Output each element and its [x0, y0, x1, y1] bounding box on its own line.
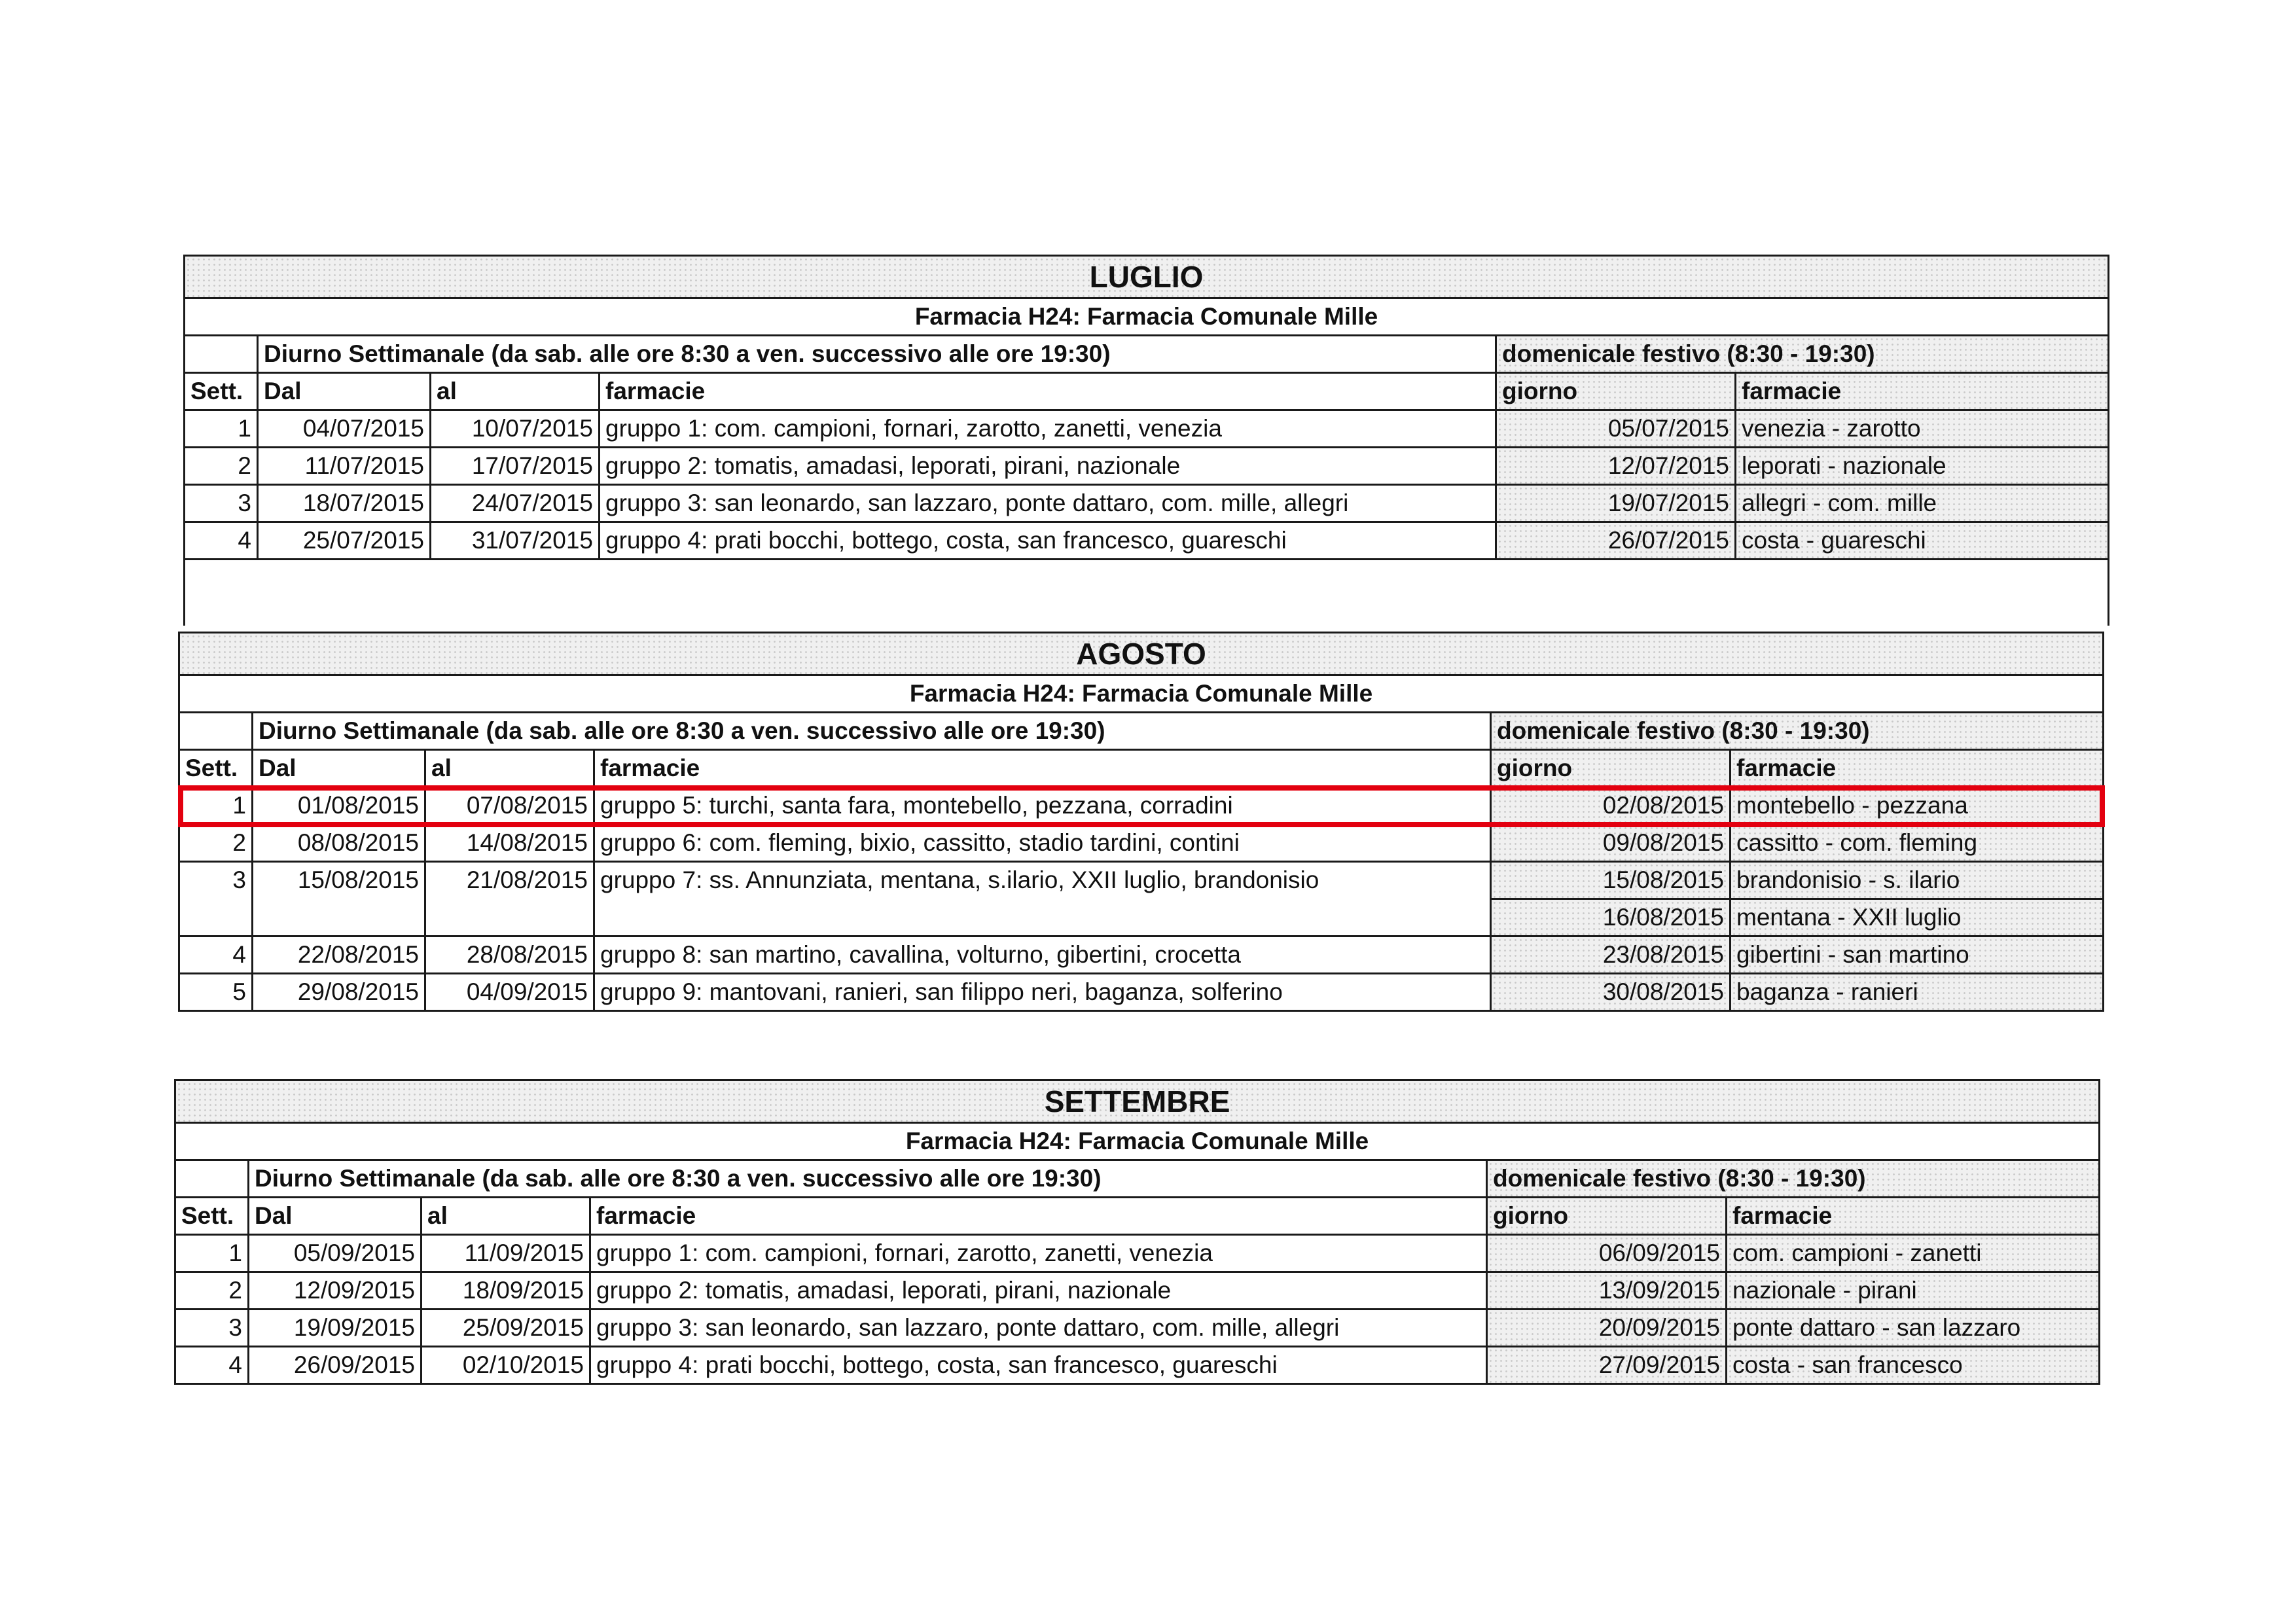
- dal-cell: 22/08/2015: [253, 936, 425, 974]
- festivo-farmacie-cell: com. campioni - zanetti: [1727, 1235, 2100, 1272]
- al-cell: 11/09/2015: [422, 1235, 590, 1272]
- diurno-header: Diurno Settimanale (da sab. alle ore 8:30 a ven. successivo alle ore 19:30): [258, 336, 1496, 373]
- dal-cell: 08/08/2015: [253, 825, 425, 862]
- farmacie-cell: gruppo 9: mantovani, ranieri, san filippo neri, baganza, solferino: [594, 974, 1491, 1011]
- farmacie-cell: gruppo 2: tomatis, amadasi, leporati, pirani, nazionale: [600, 448, 1496, 485]
- giorno-cell: 13/09/2015: [1487, 1272, 1727, 1310]
- table-row: [175, 1347, 2100, 1384]
- table-row: [175, 1310, 2100, 1347]
- h24-pharmacy: Farmacia H24: Farmacia Comunale Mille: [185, 298, 2109, 336]
- sett-cell: 4: [185, 522, 258, 560]
- month-title: AGOSTO: [179, 633, 2104, 675]
- giorno-cell: 26/07/2015: [1496, 522, 1736, 560]
- al-cell: 14/08/2015: [425, 825, 594, 862]
- al-cell: 28/08/2015: [425, 936, 594, 974]
- al-cell: 02/10/2015: [422, 1347, 590, 1384]
- col-header-sett: Sett.: [185, 373, 258, 410]
- sett-cell: 2: [175, 1272, 249, 1310]
- festivo-farmacie-cell: cassitto - com. fleming: [1731, 825, 2104, 862]
- diurno-header: Diurno Settimanale (da sab. alle ore 8:30 a ven. successivo alle ore 19:30): [253, 713, 1491, 750]
- month-title: LUGLIO: [185, 256, 2109, 298]
- table-row: [179, 974, 2104, 1011]
- dal-cell: 15/08/2015: [253, 862, 425, 936]
- h24-pharmacy: Farmacia H24: Farmacia Comunale Mille: [179, 675, 2104, 713]
- col-header-farmacie-festivo: farmacie: [1731, 750, 2104, 787]
- farmacie-cell: gruppo 1: com. campioni, fornari, zarotto, zanetti, venezia: [590, 1235, 1487, 1272]
- table-row: [175, 1235, 2100, 1272]
- col-header-farmacie: farmacie: [600, 373, 1496, 410]
- dal-cell: 12/09/2015: [249, 1272, 422, 1310]
- festivo-farmacie-cell: mentana - XXII luglio: [1731, 899, 2104, 936]
- al-cell: 07/08/2015: [425, 787, 594, 825]
- al-cell: 17/07/2015: [431, 448, 600, 485]
- al-cell: 10/07/2015: [431, 410, 600, 448]
- col-header-dal: Dal: [249, 1198, 422, 1235]
- giorno-cell: 06/09/2015: [1487, 1235, 1727, 1272]
- farmacie-cell: gruppo 3: san leonardo, san lazzaro, ponte dattaro, com. mille, allegri: [590, 1310, 1487, 1347]
- diurno-header: Diurno Settimanale (da sab. alle ore 8:30 a ven. successivo alle ore 19:30): [249, 1160, 1487, 1198]
- table-row: [185, 448, 2109, 485]
- farmacie-cell: gruppo 1: com. campioni, fornari, zarotto, zanetti, venezia: [600, 410, 1496, 448]
- col-header-farmacie-festivo: farmacie: [1736, 373, 2109, 410]
- col-header-dal: Dal: [253, 750, 425, 787]
- giorno-cell: 02/08/2015: [1491, 787, 1731, 825]
- col-header-giorno: giorno: [1496, 373, 1736, 410]
- col-header-al: al: [422, 1198, 590, 1235]
- festivo-header: domenicale festivo (8:30 - 19:30): [1491, 713, 2104, 750]
- dal-cell: 29/08/2015: [253, 974, 425, 1011]
- col-header-al: al: [425, 750, 594, 787]
- dal-cell: 04/07/2015: [258, 410, 431, 448]
- settembre-table: [174, 1079, 2100, 1385]
- month-title: SETTEMBRE: [175, 1080, 2100, 1123]
- festivo-farmacie-cell: venezia - zarotto: [1736, 410, 2109, 448]
- dal-cell: 01/08/2015: [253, 787, 425, 825]
- festivo-farmacie-cell: brandonisio - s. ilario: [1731, 862, 2104, 899]
- giorno-cell: 09/08/2015: [1491, 825, 1731, 862]
- al-cell: 18/09/2015: [422, 1272, 590, 1310]
- empty-cell: [175, 1160, 249, 1198]
- col-header-dal: Dal: [258, 373, 431, 410]
- col-header-farmacie-festivo: farmacie: [1727, 1198, 2100, 1235]
- festivo-farmacie-cell: nazionale - pirani: [1727, 1272, 2100, 1310]
- col-header-giorno: giorno: [1491, 750, 1731, 787]
- al-cell: 04/09/2015: [425, 974, 594, 1011]
- sett-cell: 3: [175, 1310, 249, 1347]
- al-cell: 24/07/2015: [431, 485, 600, 522]
- empty-cell: [185, 336, 258, 373]
- sett-cell: 5: [179, 974, 253, 1011]
- festivo-farmacie-cell: gibertini - san martino: [1731, 936, 2104, 974]
- sett-cell: 2: [179, 825, 253, 862]
- dal-cell: 11/07/2015: [258, 448, 431, 485]
- festivo-farmacie-cell: ponte dattaro - san lazzaro: [1727, 1310, 2100, 1347]
- giorno-cell: 15/08/2015: [1491, 862, 1731, 899]
- giorno-cell: 05/07/2015: [1496, 410, 1736, 448]
- sett-cell: 2: [185, 448, 258, 485]
- col-header-al: al: [431, 373, 600, 410]
- giorno-cell: 23/08/2015: [1491, 936, 1731, 974]
- giorno-cell: 16/08/2015: [1491, 899, 1731, 936]
- farmacie-cell: gruppo 6: com. fleming, bixio, cassitto, stadio tardini, contini: [594, 825, 1491, 862]
- sett-cell: 1: [175, 1235, 249, 1272]
- luglio-table: [183, 255, 2109, 626]
- festivo-farmacie-cell: costa - san francesco: [1727, 1347, 2100, 1384]
- table-row: [175, 1272, 2100, 1310]
- farmacie-cell: gruppo 3: san leonardo, san lazzaro, ponte dattaro, com. mille, allegri: [600, 485, 1496, 522]
- col-header-sett: Sett.: [179, 750, 253, 787]
- sett-cell: 1: [185, 410, 258, 448]
- festivo-header: domenicale festivo (8:30 - 19:30): [1487, 1160, 2100, 1198]
- dal-cell: 05/09/2015: [249, 1235, 422, 1272]
- festivo-farmacie-cell: costa - guareschi: [1736, 522, 2109, 560]
- col-header-sett: Sett.: [175, 1198, 249, 1235]
- table-row: [185, 485, 2109, 522]
- dal-cell: 18/07/2015: [258, 485, 431, 522]
- dal-cell: 25/07/2015: [258, 522, 431, 560]
- sett-cell: 1: [179, 787, 253, 825]
- giorno-cell: 27/09/2015: [1487, 1347, 1727, 1384]
- sett-cell: 3: [179, 862, 253, 936]
- farmacie-cell: gruppo 4: prati bocchi, bottego, costa, san francesco, guareschi: [590, 1347, 1487, 1384]
- farmacie-cell: gruppo 8: san martino, cavallina, volturno, gibertini, crocetta: [594, 936, 1491, 974]
- spacer-cell: [185, 560, 2109, 626]
- al-cell: 31/07/2015: [431, 522, 600, 560]
- col-header-giorno: giorno: [1487, 1198, 1727, 1235]
- col-header-farmacie: farmacie: [594, 750, 1491, 787]
- dal-cell: 19/09/2015: [249, 1310, 422, 1347]
- festivo-farmacie-cell: montebello - pezzana: [1731, 787, 2104, 825]
- sett-cell: 3: [185, 485, 258, 522]
- giorno-cell: 30/08/2015: [1491, 974, 1731, 1011]
- festivo-farmacie-cell: baganza - ranieri: [1731, 974, 2104, 1011]
- festivo-farmacie-cell: leporati - nazionale: [1736, 448, 2109, 485]
- table-row: [185, 522, 2109, 560]
- farmacie-cell: gruppo 5: turchi, santa fara, montebello, pezzana, corradini: [594, 787, 1491, 825]
- festivo-farmacie-cell: allegri - com. mille: [1736, 485, 2109, 522]
- empty-cell: [179, 713, 253, 750]
- table-row: [179, 825, 2104, 862]
- al-cell: 21/08/2015: [425, 862, 594, 936]
- h24-pharmacy: Farmacia H24: Farmacia Comunale Mille: [175, 1123, 2100, 1160]
- giorno-cell: 12/07/2015: [1496, 448, 1736, 485]
- sett-cell: 4: [175, 1347, 249, 1384]
- al-cell: 25/09/2015: [422, 1310, 590, 1347]
- dal-cell: 26/09/2015: [249, 1347, 422, 1384]
- giorno-cell: 19/07/2015: [1496, 485, 1736, 522]
- farmacie-cell: gruppo 2: tomatis, amadasi, leporati, pirani, nazionale: [590, 1272, 1487, 1310]
- table-row: [185, 410, 2109, 448]
- festivo-header: domenicale festivo (8:30 - 19:30): [1496, 336, 2109, 373]
- table-row: [179, 862, 2104, 899]
- highlight-box: [178, 785, 2105, 827]
- farmacie-cell: gruppo 4: prati bocchi, bottego, costa, san francesco, guareschi: [600, 522, 1496, 560]
- col-header-farmacie: farmacie: [590, 1198, 1487, 1235]
- giorno-cell: 20/09/2015: [1487, 1310, 1727, 1347]
- farmacie-cell: gruppo 7: ss. Annunziata, mentana, s.ilario, XXII luglio, brandonisio: [594, 862, 1491, 936]
- sett-cell: 4: [179, 936, 253, 974]
- table-row: [179, 936, 2104, 974]
